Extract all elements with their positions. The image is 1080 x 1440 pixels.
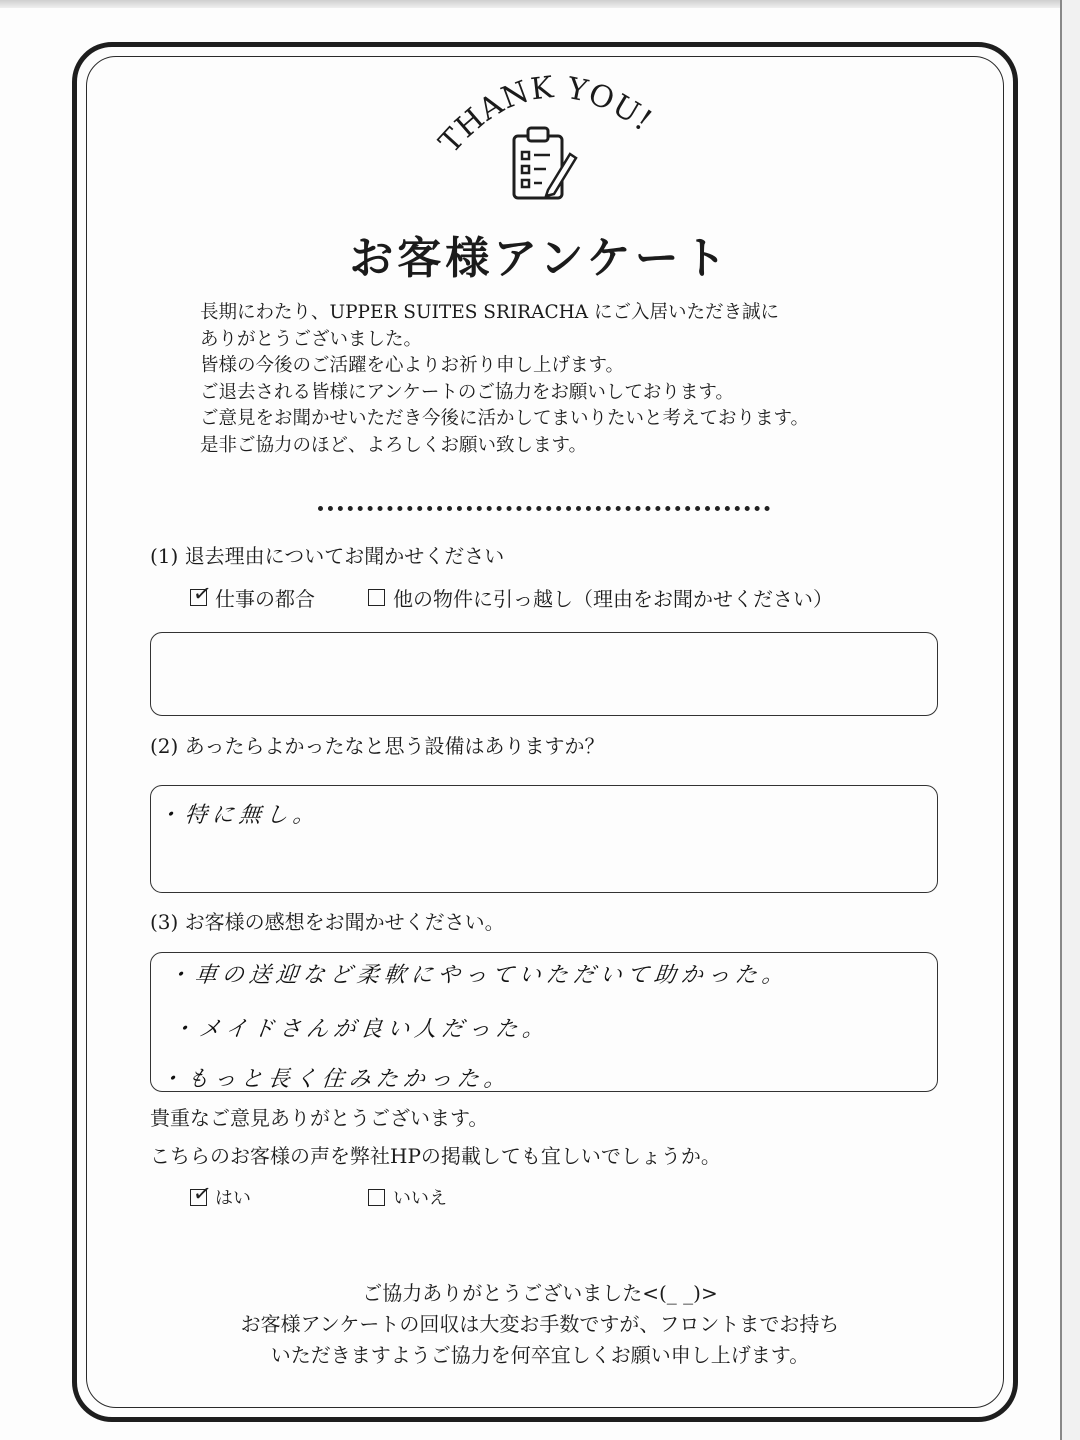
footer-note-line: お客様アンケートの回収は大変お手数ですが、フロントまでお持ち: [240, 1312, 840, 1336]
footer-note-line: いただきますようご協力を何卒宜しくお願い申し上げます。: [270, 1343, 810, 1367]
intro-line: 長期にわたり、UPPER SUITES SRIRACHA にご入居いただき誠に: [200, 302, 780, 323]
checkbox-checked[interactable]: [190, 1180, 214, 1208]
intro-text: [200, 300, 920, 459]
intro-line: 是非ご協力のほど、よろしくお願い致します。: [200, 434, 588, 456]
footer: [0, 1278, 1080, 1371]
q1-option-work[interactable]: [190, 580, 315, 612]
intro-line: ありがとうございました。: [200, 328, 423, 350]
page-title: お客様アンケート: [349, 233, 731, 284]
scan-edge-right: [1060, 0, 1062, 1440]
checkbox-unchecked[interactable]: [368, 589, 385, 606]
consent-thanks: 貴重なご意見ありがとうございます。: [150, 1106, 489, 1130]
checkbox-unchecked[interactable]: [368, 1189, 385, 1206]
q2-label: (2) あったらよかったなと思う設備はありますか？: [150, 734, 605, 758]
q3-handwritten-line: ・もっと長く住みたかった。: [158, 1067, 513, 1092]
q1-option-move[interactable]: [368, 583, 833, 612]
consent-no-label: いいえ: [393, 1188, 447, 1209]
consent-question: こちらのお客様の声を弊社HPの掲載しても宜しいでしょうか。: [150, 1144, 721, 1168]
thank-you-text: THANK YOU!: [432, 69, 659, 161]
clipboard-checklist-icon: [508, 124, 580, 204]
intro-line: 皆様の今後のご活躍を心よりお祈り申し上げます。: [200, 355, 625, 376]
footer-thanks: ご協力ありがとうございました<(_ _)>: [362, 1281, 718, 1305]
q3-handwritten-line: ・車の送迎など柔軟にやっていただいて助かった。: [166, 963, 791, 988]
q1-option-work-label: 仕事の都合: [215, 587, 315, 611]
q3-label: (3) お客様の感想をお聞かせください。: [150, 910, 505, 934]
consent-yes-label: はい: [215, 1188, 251, 1209]
dotted-divider: [318, 506, 770, 511]
q1-answer-box[interactable]: [150, 632, 938, 716]
checkbox-checked[interactable]: [190, 580, 214, 609]
scan-edge-top: [0, 0, 1060, 8]
check-mark-icon: ✓: [191, 580, 214, 609]
q2-handwritten-answer: ・特に無し。: [156, 803, 322, 828]
q1-label: (1) 退去理由についてお聞かせください: [150, 544, 505, 568]
intro-line: ご意見をお聞かせいただき今後に活かしてまいりたいと考えております。: [200, 408, 810, 429]
intro-line: ご退去される皆様にアンケートのご協力をお願いしております。: [200, 381, 734, 403]
consent-yes-option[interactable]: [190, 1180, 251, 1210]
q1-option-move-label: 他の物件に引っ越し（理由をお聞かせください）: [393, 587, 833, 611]
q3-handwritten-line: ・メイドさんが良い人だった。: [170, 1017, 551, 1042]
consent-no-option[interactable]: [368, 1184, 447, 1210]
check-mark-icon: ✓: [191, 1180, 214, 1208]
